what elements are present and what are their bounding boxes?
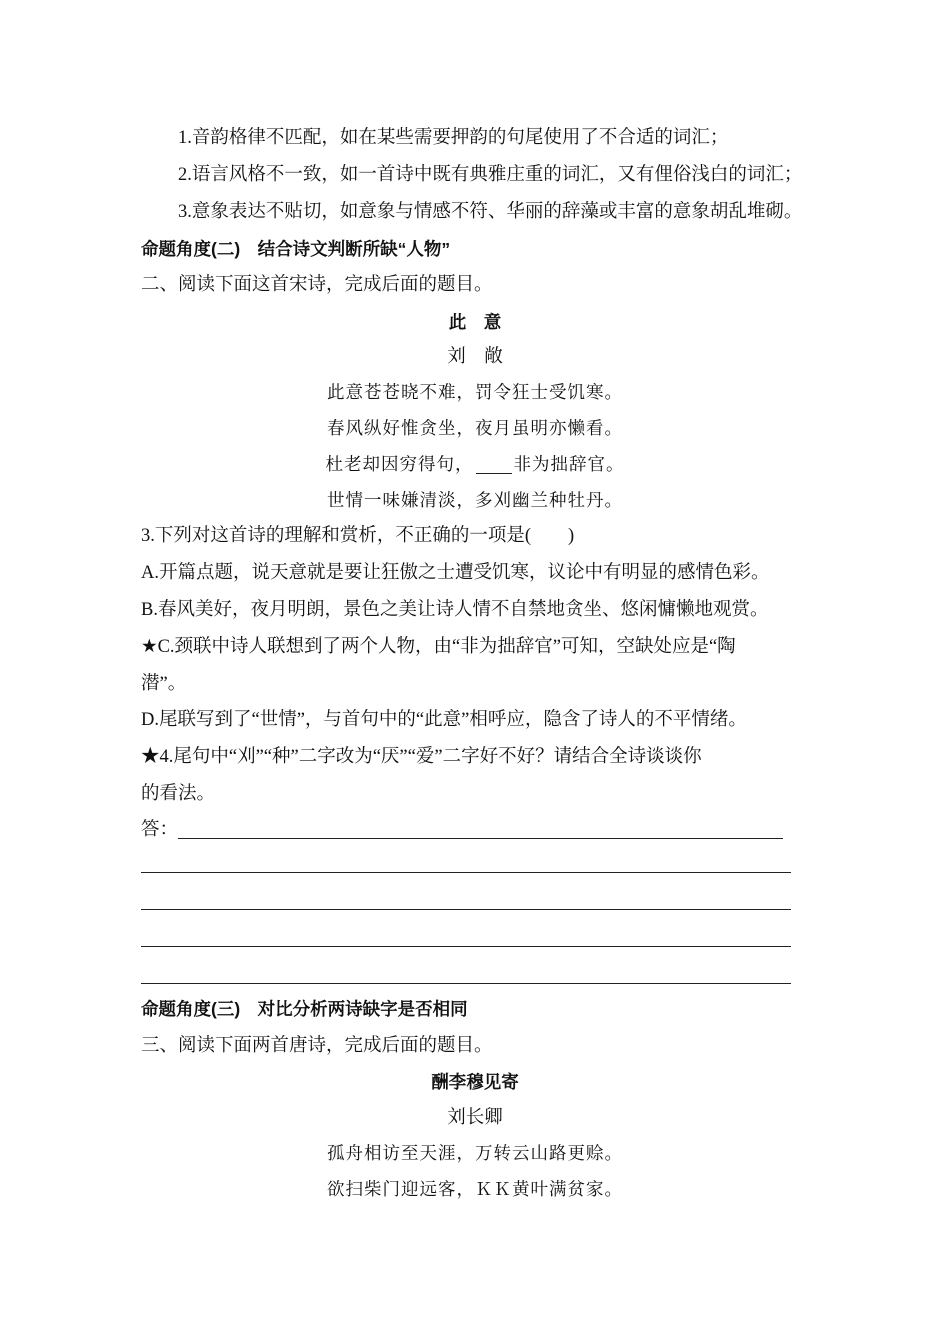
question-4: ★4.尾句中“刈”“种”二字改为“厌”“爱”二字好不好？请结合全诗谈谈你 [141, 747, 702, 767]
question-4-continued: 的看法。 [141, 784, 216, 804]
answer-rule [141, 872, 791, 873]
option-c: ★C.颈联中诗人联想到了两个人物，由“非为拙辞官”可知，空缺处应是“陶 [141, 637, 736, 657]
poem-line-with-blank [0, 453, 950, 477]
answer-line [141, 818, 783, 842]
poem-line: 春风纵好惟贪坐，夜月虽明亦懒看。 [327, 419, 623, 439]
option-d: D.尾联写到了“世情”，与首句中的“此意”相呼应，隐含了诗人的不平情绪。 [141, 710, 747, 730]
poem-line: 世情一味嫌清淡，多刈幽兰种牡丹。 [327, 491, 623, 511]
option-a: A.开篇点题，说天意就是要让狂傲之士遭受饥寒，议论中有明显的感情色彩。 [141, 563, 770, 583]
issue-item: 2.语言风格不一致，如一首诗中既有典雅庄重的词汇，又有俚俗浅白的词汇； [178, 165, 803, 185]
poem-line-start: 杜老却因穷得句， [325, 455, 474, 475]
poem-author: 刘 敞 [447, 347, 503, 367]
section-intro: 三、阅读下面两首唐诗，完成后面的题目。 [141, 1036, 493, 1056]
poem-line: 欲扫柴门迎远客，ＫＫ黄叶满贫家。 [327, 1180, 623, 1200]
poem-line: 此意苍苍晓不难，罚令狂士受饥寒。 [327, 383, 623, 403]
fill-blank [476, 455, 512, 474]
section-heading: 命题角度(二) 结合诗文判断所缺“人物” [141, 239, 451, 259]
answer-rule [141, 909, 791, 910]
poem-line-end: 非为拙辞官。 [513, 455, 625, 475]
section-intro: 二、阅读下面这首宋诗，完成后面的题目。 [141, 275, 493, 295]
poem-author: 刘长卿 [447, 1108, 503, 1128]
answer-rule [141, 946, 791, 947]
poem-title: 酬李穆见寄 [431, 1072, 519, 1092]
answer-label: 答： [141, 820, 179, 840]
issue-item: 1.音韵格律不匹配，如在某些需要押韵的句尾使用了不合适的词汇； [178, 128, 729, 148]
answer-rule [178, 820, 783, 839]
issue-item: 3.意象表达不贴切，如意象与情感不符、华丽的辞藻或丰富的意象胡乱堆砌。 [178, 202, 803, 222]
answer-rule [141, 983, 791, 984]
question-stem: 3.下列对这首诗的理解和赏析，不正确的一项是( ) [141, 526, 575, 546]
poem-title: 此 意 [448, 312, 502, 332]
option-b: B.春风美好，夜月明朗，景色之美让诗人情不自禁地贪坐、悠闲慵懒地观赏。 [141, 600, 769, 620]
section-heading: 命题角度(三) 对比分析两诗缺字是否相同 [141, 999, 468, 1019]
option-c-continued: 潜”。 [141, 674, 187, 694]
poem-line: 孤舟相访至天涯，万转云山路更赊。 [327, 1144, 623, 1164]
